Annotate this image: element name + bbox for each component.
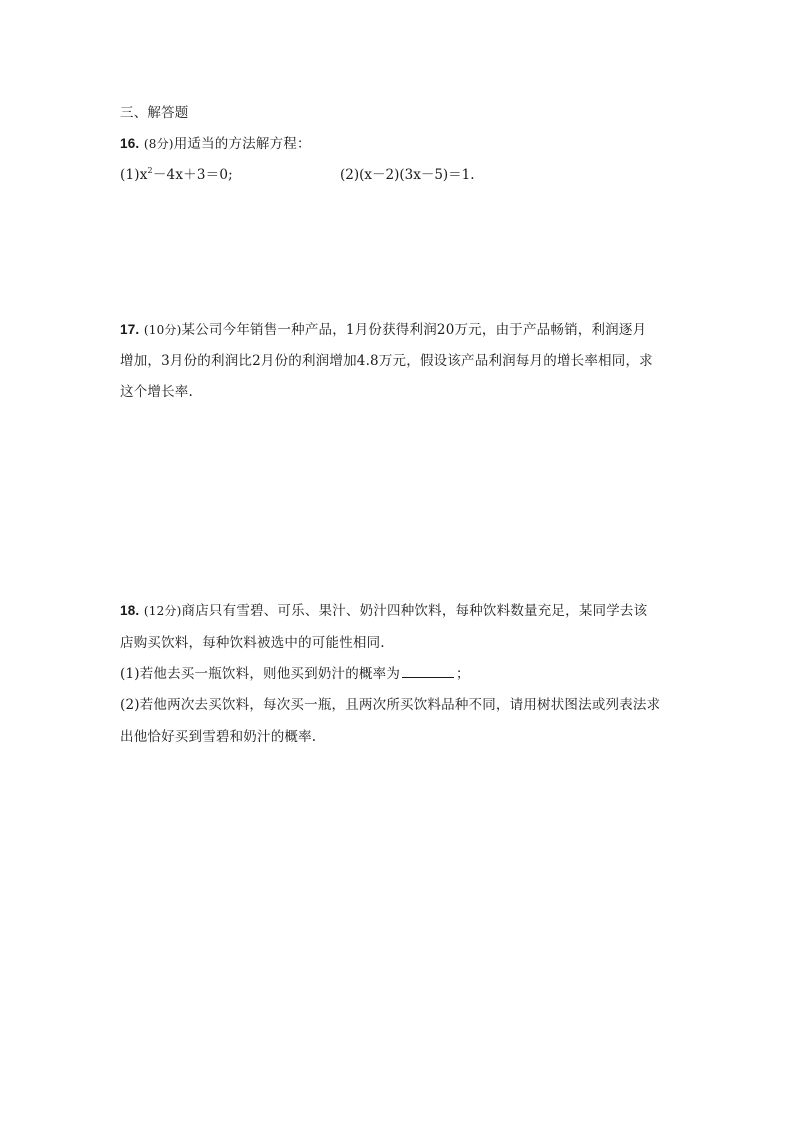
section-title — [120, 103, 189, 123]
q18-line2 — [120, 633, 385, 653]
q17-line3-text: 这个增长率. — [120, 384, 193, 400]
q18-line1 — [120, 601, 647, 621]
q18-part1-suffix: ； — [456, 666, 470, 682]
q16-part1-rest: －4x＋3＝0; — [152, 167, 233, 183]
q17-number: 17. — [120, 322, 140, 337]
q18-number: 18. — [120, 603, 140, 618]
q16-part1-prefix: (1)x — [120, 167, 148, 183]
answer-blank — [402, 664, 454, 678]
q17-line1-text: 某公司今年销售一种产品，1月份获得利润20万元，由于产品畅销，利润逐月 — [181, 322, 647, 338]
q18-part2-line1-text: (2)若他两次去买饮料，每次买一瓶，且两次所买饮料品种不同，请用树状图法或列表法求 — [120, 697, 661, 713]
q16-part1-exponent: 2 — [147, 166, 153, 175]
q18-part1-prefix: (1)若他去买一瓶饮料，则他买到奶汁的概率为 — [120, 666, 401, 682]
q18-part2-line1 — [120, 695, 660, 715]
q17-line1 — [120, 320, 646, 340]
q18-line1-text: 商店只有雪碧、可乐、果汁、奶汁四种饮料，每种饮料数量充足，某同学去该 — [181, 603, 648, 619]
q16-part2 — [340, 165, 475, 185]
section-title-text: 三、解答题 — [120, 105, 189, 121]
q18-points: (12分) — [143, 604, 182, 618]
q16-part1 — [120, 165, 233, 185]
q17-line2 — [120, 351, 653, 371]
q17-line2-text: 增加，3月份的利润比2月份的利润增加4.8万元，假设该产品利润每月的增长率相同，求 — [120, 353, 653, 369]
q16-points: (8分) — [143, 137, 174, 151]
q16-heading — [120, 134, 311, 154]
q18-part1 — [120, 664, 470, 684]
q18-part2-line2-text: 出他恰好买到雪碧和奶汁的概率. — [120, 729, 317, 745]
q16-prompt: 用适当的方法解方程： — [173, 136, 311, 152]
q18-line2-text: 店购买饮料，每种饮料被选中的可能性相同. — [120, 635, 385, 651]
q17-points: (10分) — [143, 323, 182, 337]
q16-part2-text: (2)(x－2)(3x－5)＝1. — [340, 167, 475, 183]
q16-number: 16. — [120, 136, 140, 151]
q17-line3 — [120, 382, 193, 402]
q18-part2-line2 — [120, 727, 316, 747]
